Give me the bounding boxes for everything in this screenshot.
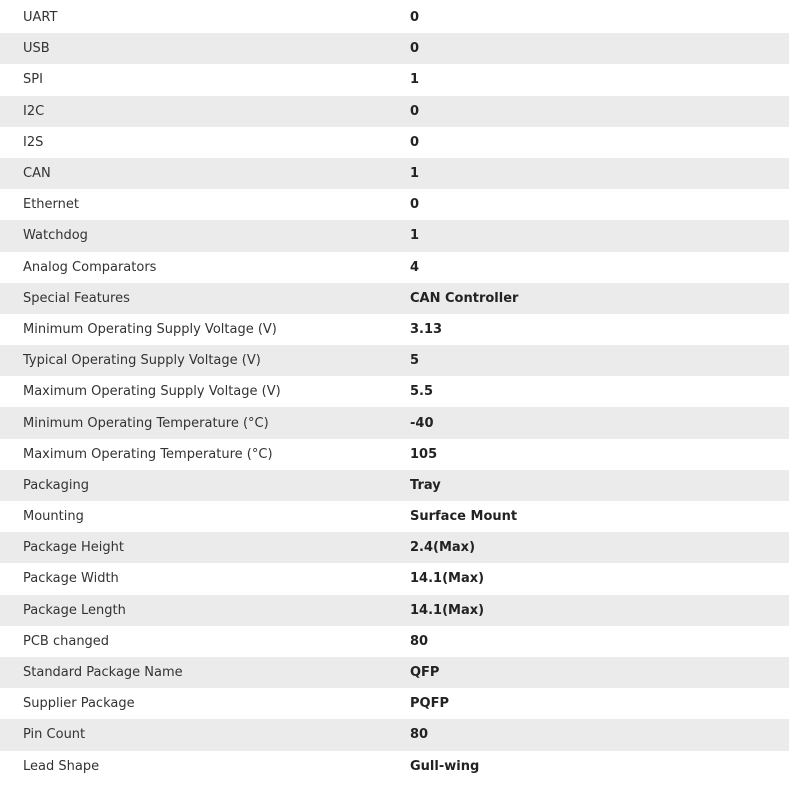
spec-value: 14.1(Max): [410, 602, 485, 618]
spec-row: [0, 563, 789, 594]
spec-row: [0, 751, 789, 782]
spec-label: Pin Count: [23, 727, 86, 743]
spec-label: Packaging: [23, 477, 89, 493]
spec-row: [0, 501, 789, 532]
spec-label: Package Height: [23, 540, 124, 556]
spec-value: QFP: [410, 665, 440, 681]
spec-value: 0: [410, 41, 420, 57]
spec-row: [0, 470, 789, 501]
spec-row: [0, 189, 789, 220]
spec-label: I2S: [23, 134, 44, 150]
spec-label: I2C: [23, 103, 45, 119]
spec-value: 5: [410, 353, 420, 369]
spec-label: Ethernet: [23, 197, 79, 213]
spec-label: Analog Comparators: [23, 259, 157, 275]
spec-row: [0, 64, 789, 95]
spec-value: 0: [410, 197, 420, 213]
spec-value: 1: [410, 166, 420, 182]
spec-row: [0, 439, 789, 470]
spec-value: 1: [410, 228, 420, 244]
spec-label: SPI: [23, 72, 43, 88]
spec-value: PQFP: [410, 696, 449, 712]
spec-label: Watchdog: [23, 228, 88, 244]
spec-row: [0, 532, 789, 563]
spec-label: Minimum Operating Temperature (°C): [23, 415, 269, 431]
spec-label: PCB changed: [23, 633, 110, 649]
product-specifications-table: [0, 2, 789, 782]
spec-label: Maximum Operating Temperature (°C): [23, 446, 273, 462]
spec-label: CAN: [23, 166, 51, 182]
spec-label: Package Width: [23, 571, 119, 587]
spec-row: [0, 719, 789, 750]
spec-row: [0, 33, 789, 64]
spec-value: 5.5: [410, 384, 434, 400]
spec-row: [0, 283, 789, 314]
spec-label: Mounting: [23, 509, 84, 525]
spec-row: [0, 220, 789, 251]
spec-table-body: [0, 2, 789, 782]
spec-row: [0, 688, 789, 719]
spec-label: Maximum Operating Supply Voltage (V): [23, 384, 281, 400]
spec-row: [0, 158, 789, 189]
spec-label: USB: [23, 41, 50, 57]
spec-value: 80: [410, 633, 429, 649]
spec-value: 4: [410, 259, 420, 275]
spec-value: 14.1(Max): [410, 571, 485, 587]
spec-label: Standard Package Name: [23, 665, 183, 681]
spec-value: 2.4(Max): [410, 540, 476, 556]
spec-value: -40: [410, 415, 434, 431]
spec-label: Typical Operating Supply Voltage (V): [23, 353, 261, 369]
spec-row: [0, 376, 789, 407]
spec-label: Special Features: [23, 290, 130, 306]
spec-value: 1: [410, 72, 420, 88]
spec-row: [0, 626, 789, 657]
spec-value: CAN Controller: [410, 290, 519, 306]
spec-label: Lead Shape: [23, 758, 100, 774]
spec-label: Minimum Operating Supply Voltage (V): [23, 321, 277, 337]
spec-label: Package Length: [23, 602, 126, 618]
spec-row: [0, 2, 789, 33]
spec-value: 3.13: [410, 321, 443, 337]
spec-row: [0, 314, 789, 345]
spec-value: Gull-wing: [410, 758, 480, 774]
spec-value: 80: [410, 727, 429, 743]
spec-value: Surface Mount: [410, 509, 518, 525]
spec-row: [0, 407, 789, 438]
spec-row: [0, 657, 789, 688]
spec-row: [0, 595, 789, 626]
spec-row: [0, 127, 789, 158]
spec-row: [0, 252, 789, 283]
spec-row: [0, 345, 789, 376]
spec-value: 0: [410, 134, 420, 150]
spec-value: 105: [410, 446, 438, 462]
spec-label: UART: [23, 10, 58, 26]
spec-value: Tray: [410, 477, 441, 493]
spec-value: 0: [410, 10, 420, 26]
spec-row: [0, 96, 789, 127]
spec-label: Supplier Package: [23, 696, 135, 712]
spec-value: 0: [410, 103, 420, 119]
